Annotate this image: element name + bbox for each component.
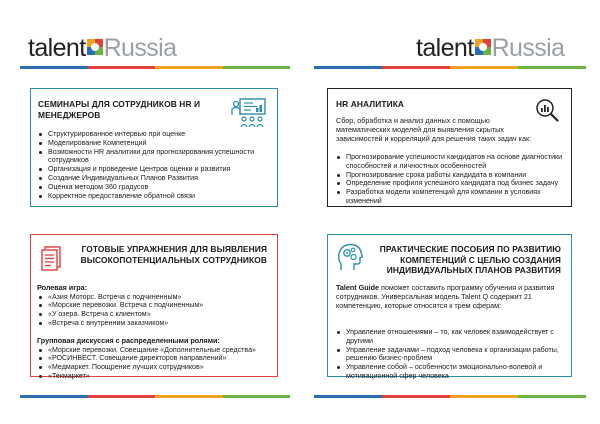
list-item: Корректное предоставление обратной связи	[37, 192, 269, 201]
list-item: Создание Индивидуальных Планов Развития	[37, 174, 269, 183]
group-discussion-list	[37, 346, 273, 381]
seminars-card	[30, 88, 278, 207]
exercises-title: ГОТОВЫЕ УПРАЖНЕНИЯ ДЛЯ ВЫЯВЛЕНИЯ ВЫСОКОПОТЕНЦИАЛЬНЫХ СОТРУДНИКОВ	[80, 244, 267, 265]
list-item: «Медмаркет. Поощрение лучших сотрудников»	[37, 363, 273, 372]
list-item: «Морские перевозки. Совещание «Дополнительные средства»	[37, 346, 273, 355]
list-item: Организация и проведение Центров оценки и развития	[37, 165, 269, 174]
seminars-list	[37, 130, 269, 200]
roleplay-heading: Ролевая игра:	[37, 283, 87, 292]
guides-title: ПРАКТИЧЕСКИЕ ПОСОБИЯ ПО РАЗВИТИЮ КОМПЕТЕНЦИЙ С ЦЕЛЬЮ СОЗДАНИЯ ИНДИВИДУАЛЬНЫХ ПЛАНОВ РАЗВИТИЯ	[379, 244, 561, 275]
guides-card	[327, 234, 572, 380]
hr-analytics-title: HR АНАЛИТИКА	[336, 99, 405, 109]
logo-mark-icon	[475, 39, 491, 55]
guides-list	[335, 328, 567, 381]
logo-word-talent: talent	[416, 34, 474, 62]
list-item: «У озера. Встреча с клиентом»	[37, 310, 273, 319]
presentation-board-icon	[231, 98, 267, 128]
list-item: Управление отношениями – то, как человек взаимодействует с другими	[335, 328, 567, 346]
guides-intro	[336, 283, 566, 311]
roleplay-list	[37, 293, 273, 328]
list-item: «Морские перевозки. Встреча с подчиненным»	[37, 301, 273, 310]
hr-analytics-intro: Сбор, обработка и анализ данных с помощью математических моделей для выявления скрытых зависимостей и корреляций для решения таких задач как:	[336, 116, 532, 144]
roleplay-block	[37, 283, 273, 328]
list-item: Прогнозирование успешности кандидатов на основе диагностики способностей и личностных особенностей	[335, 153, 565, 171]
list-item: Оценка методом 360 градусов	[37, 183, 269, 192]
list-item: «Встреча с внутренним заказчиком»	[37, 319, 273, 328]
talent-russia-logo	[28, 36, 176, 61]
list-item: «Текмаркет»	[37, 372, 273, 381]
color-stripe	[314, 66, 586, 69]
list-item: «РОСИНВЕСТ. Совещание директоров направлений»	[37, 354, 273, 363]
color-stripe	[20, 66, 290, 69]
hr-analytics-card	[327, 88, 572, 207]
logo-mark-icon	[87, 39, 103, 55]
guides-intro-text: поможет составить программу обучения и развития сотрудников. Универсальная модель Talent Q содержит 21 компетенцию, которые относятся к трем сферам:	[336, 283, 555, 311]
list-item: «Азия Моторс. Встреча с подчиненным»	[37, 293, 273, 302]
exercises-card	[30, 234, 278, 380]
logo-word-russia: Russia	[103, 34, 177, 62]
head-gears-icon	[337, 243, 363, 271]
talent-guide-name: Talent Guide	[336, 283, 379, 292]
group-discussion-heading: Групповая дискуссия с распределенными ролями:	[37, 336, 220, 345]
hr-analytics-list	[335, 153, 565, 206]
list-item: Управление задачами – подход человека к организации работы, решению бизнес-проблем	[335, 346, 567, 364]
talent-russia-logo	[416, 36, 564, 61]
color-stripe	[20, 395, 290, 398]
document-icon	[41, 246, 61, 271]
list-item: Управление собой – особенности эмоционально-волевой и мотивационной сфер человека	[335, 363, 567, 381]
logo-word-russia: Russia	[491, 34, 565, 62]
color-stripe	[314, 395, 586, 398]
list-item: Разработка модели компетенций для компании в условиях изменений	[335, 188, 565, 206]
list-item: Моделирование Компетенций	[37, 139, 269, 148]
logo-word-talent: talent	[28, 34, 86, 62]
list-item: Определение профиля успешного кандидата под бизнес задачу	[335, 179, 565, 188]
list-item: Прогнозирование срока работы кандидата в компании	[335, 171, 565, 180]
list-item: Структурированное интервью при оценке	[37, 130, 269, 139]
seminars-title: СЕМИНАРЫ ДЛЯ СОТРУДНИКОВ HR И МЕНЕДЖЕРОВ	[38, 99, 201, 120]
list-item: Возможности HR аналитики для прогнозирования успешности сотрудников	[37, 148, 269, 166]
group-discussion-block	[37, 336, 273, 381]
magnifier-chart-icon	[535, 98, 559, 122]
